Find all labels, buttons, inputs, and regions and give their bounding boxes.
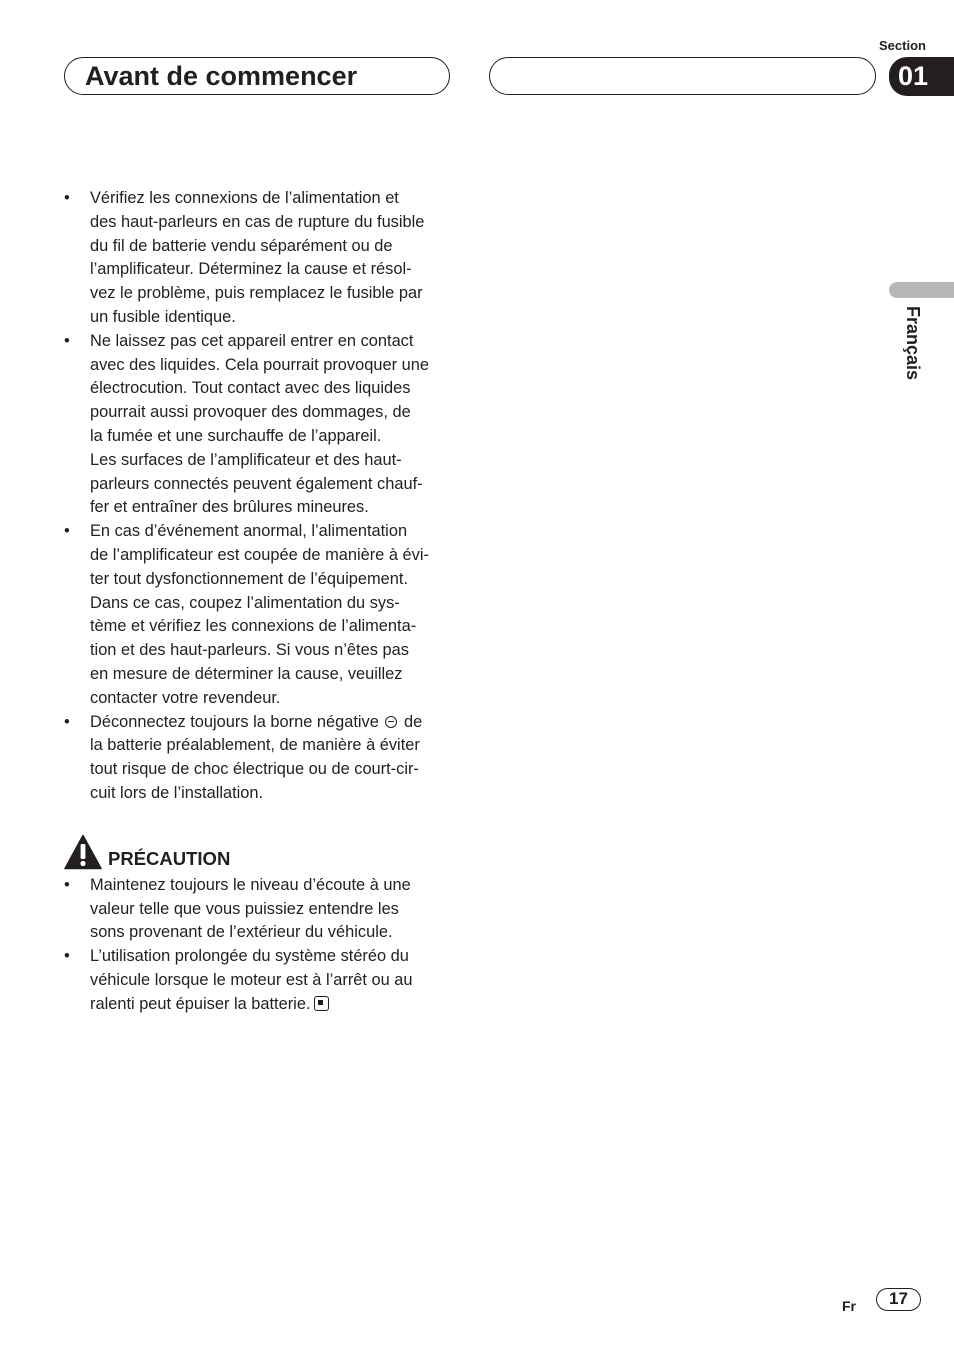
text-line: Dans ce cas, coupez l’alimentation du sys- bbox=[90, 593, 400, 612]
text-line: ter tout dysfonctionnement de l’équipement. bbox=[90, 569, 408, 588]
list-item bbox=[64, 330, 459, 520]
text-line: vez le problème, puis remplacez le fusible par bbox=[90, 284, 423, 303]
caution-list bbox=[64, 874, 459, 1017]
text-line: • Vérifiez les connexions de l’alimentation et bbox=[90, 189, 399, 207]
page-title: Avant de commencer bbox=[85, 61, 358, 91]
text-line: contacter votre revendeur. bbox=[90, 688, 281, 707]
list-item bbox=[64, 711, 459, 806]
text-line: électrocution. Tout contact avec des liquides bbox=[90, 379, 411, 398]
end-mark-icon bbox=[314, 996, 329, 1011]
text-line: Les surfaces de l’amplificateur et des haut- bbox=[90, 450, 402, 469]
header-right-box bbox=[489, 57, 876, 95]
text-line: cuit lors de l’installation. bbox=[90, 783, 264, 802]
text-line bbox=[90, 993, 459, 1017]
warning-icon bbox=[64, 834, 102, 870]
text-line: • Maintenez toujours le niveau d’écoute à une bbox=[90, 875, 411, 894]
main-content bbox=[64, 187, 459, 1017]
text-line: de l’amplificateur est coupée de manière à évi- bbox=[90, 545, 429, 564]
text-line: véhicule lorsque le moteur est à l’arrêt ou au bbox=[90, 970, 413, 989]
text-line: la batterie préalablement, de manière à éviter bbox=[90, 736, 420, 755]
text-line: • L’utilisation prolongée du système stéréo du bbox=[90, 947, 409, 966]
list-item bbox=[64, 874, 459, 945]
page-number: 17 bbox=[876, 1288, 921, 1311]
text-line: tout risque de choc électrique ou de court-cir- bbox=[90, 760, 419, 779]
text-line: tion et des haut-parleurs. Si vous n’êtes pas bbox=[90, 641, 409, 660]
section-badge bbox=[889, 57, 954, 96]
list-item bbox=[64, 187, 459, 330]
text-fragment: Déconnectez toujours la borne négative bbox=[90, 712, 379, 731]
text-line: • En cas d’événement anormal, l’alimentation bbox=[90, 522, 408, 541]
text-line: la fumée et une surchauffe de l’appareil. bbox=[90, 426, 382, 445]
text-line: sons provenant de l’extérieur du véhicule. bbox=[90, 923, 393, 942]
title-box bbox=[64, 57, 450, 95]
language-label: Français bbox=[903, 306, 923, 381]
language-tab bbox=[889, 282, 954, 298]
footer-language-code: Fr bbox=[842, 1298, 856, 1314]
text-line: du fil de batterie vendu séparément ou de bbox=[90, 236, 393, 255]
language-tab-label bbox=[892, 306, 932, 396]
text-line: parleurs connectés peuvent également chauf- bbox=[90, 474, 423, 493]
list-item bbox=[64, 945, 459, 1016]
text-line: fer et entraîner des brûlures mineures. bbox=[90, 498, 369, 517]
minus-terminal-icon bbox=[385, 716, 397, 728]
text-fragment: ralenti peut épuiser la batterie. bbox=[90, 994, 311, 1013]
text-line: tème et vérifiez les connexions de l’alimenta- bbox=[90, 617, 417, 636]
text-line bbox=[90, 711, 459, 735]
text-line: l’amplificateur. Déterminez la cause et résol- bbox=[90, 260, 412, 279]
caution-title: PRÉCAUTION bbox=[108, 847, 231, 869]
text-line: • Ne laissez pas cet appareil entrer en contact bbox=[90, 331, 414, 350]
text-line: avec des liquides. Cela pourrait provoquer une bbox=[90, 355, 429, 374]
text-fragment: de bbox=[403, 712, 423, 731]
text-line: des haut-parleurs en cas de rupture du fusible bbox=[90, 212, 425, 231]
bullet-list bbox=[64, 187, 459, 806]
text-line: valeur telle que vous puissiez entendre les bbox=[90, 899, 399, 918]
caution-heading bbox=[64, 834, 459, 874]
section-label: Section bbox=[879, 38, 926, 53]
text-line: en mesure de déterminer la cause, veuillez bbox=[90, 664, 403, 683]
section-number: 01 bbox=[898, 61, 929, 91]
text-line: pourrait aussi provoquer des dommages, de bbox=[90, 403, 411, 422]
list-item bbox=[64, 520, 459, 710]
text-line: un fusible identique. bbox=[90, 307, 236, 326]
